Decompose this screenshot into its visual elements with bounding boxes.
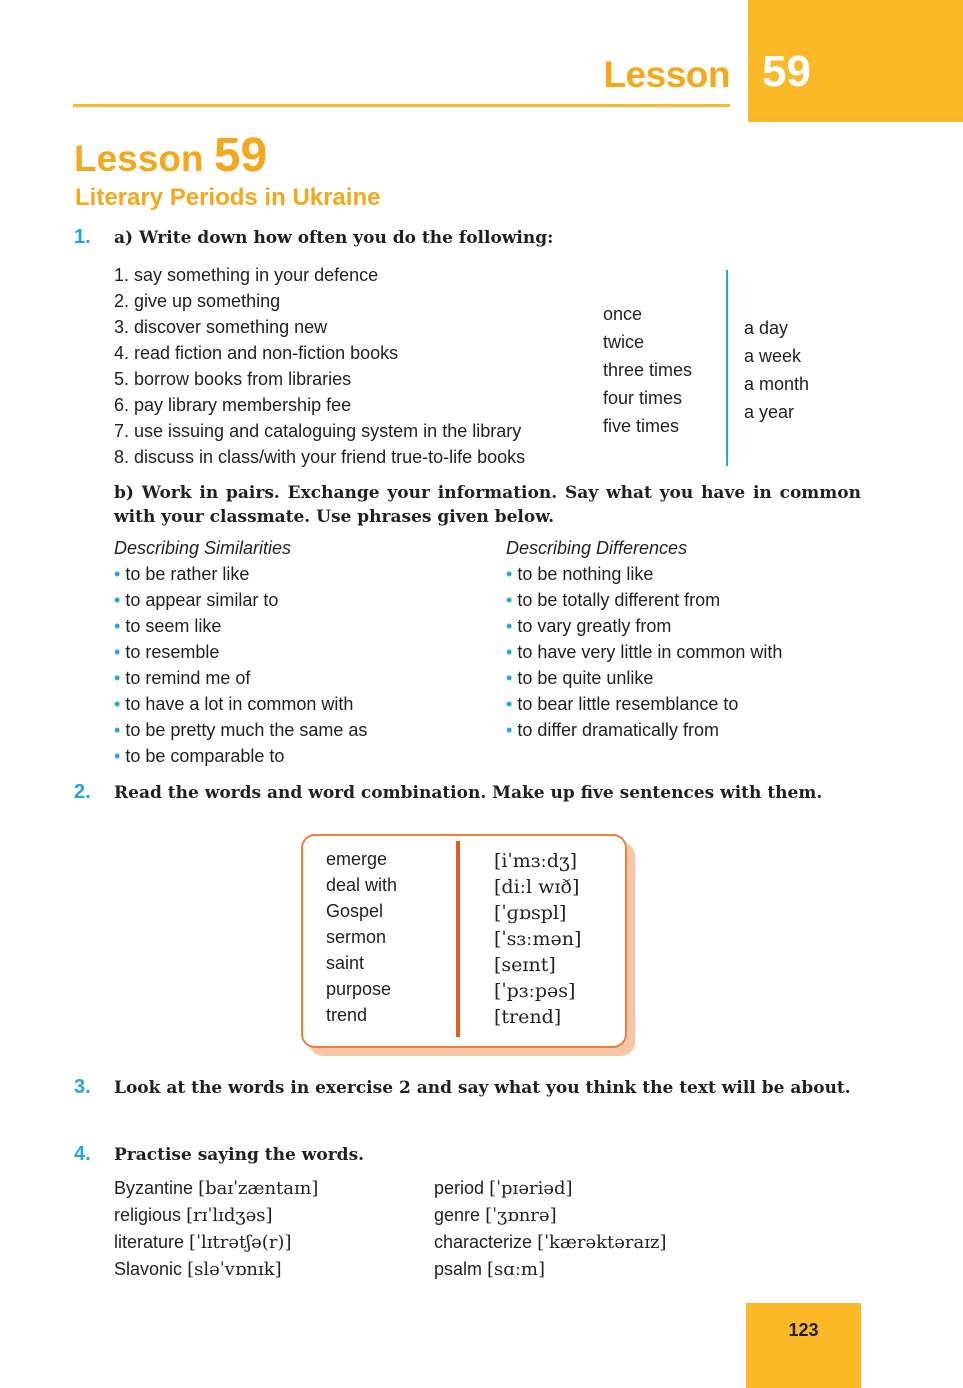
list-item: • to differ dramatically from [506,720,720,740]
bullet-icon: • [114,642,126,662]
list-item: • to be pretty much the same as [114,720,368,740]
list-item: deal with [326,875,398,895]
period-list [744,314,809,426]
list-item: genre [ˈʒɒnrə] [434,1205,557,1226]
exercise-3-instruction: Look at the words in exercise 2 and say what you think the text will be about. [114,1078,851,1098]
list-item: • to appear similar to [114,590,279,610]
list-item: • to be totally different from [506,590,721,610]
page-number-box [746,1303,861,1388]
bullet-icon: • [114,616,126,636]
differences-list [506,535,782,743]
list-item: literature [ˈlɪtrətʃə(r)] [114,1232,292,1253]
frequency-list [603,300,692,440]
list-item: purpose [326,979,392,999]
list-item: a year [744,402,795,422]
list-item: 3. discover something new [114,317,328,337]
list-item: 6. pay library membership fee [114,395,352,415]
list-item: psalm [sɑːm] [434,1259,545,1280]
list-item: [ˈɡɒspl] [494,902,567,924]
list-item: twice [603,332,645,352]
list-item: a month [744,374,810,394]
list-item: 4. read fiction and non-fiction books [114,343,399,363]
list-item: a day [744,318,789,338]
list-item: Slavonic [sləˈvɒnɪk] [114,1259,282,1280]
lesson-title-number: 59 [213,129,268,182]
list-item: a week [744,346,802,366]
activities-list [114,262,525,470]
list-item: 7. use issuing and cataloguing system in the library [114,421,522,441]
bullet-icon: • [506,642,518,662]
list-item: saint [326,953,365,973]
list-item: • to be rather like [114,564,250,584]
word-box-divider [456,841,460,1037]
list-item: characterize [ˈkærəktəraɪz] [434,1232,667,1253]
exercise-2-number: 2. [74,781,91,803]
transcription-list [494,848,581,1030]
list-item: 8. discuss in class/with your friend true-to-life books [114,447,526,467]
header-lesson-label: Lesson [603,54,730,95]
list-item: 2. give up something [114,291,281,311]
bullet-icon: • [506,694,518,714]
word-list [326,846,397,1028]
bullet-icon: • [114,746,126,766]
bullet-icon: • [114,590,126,610]
list-item: • to resemble [114,642,220,662]
list-item: religious [rɪˈlɪdʒəs] [114,1205,273,1226]
bullet-icon: • [114,668,126,688]
exercise-1a-instruction: a) Write down how often you do the following: [114,228,554,248]
list-item: period [ˈpɪəriəd] [434,1178,573,1199]
bullet-icon: • [506,564,518,584]
bullet-icon: • [506,720,518,740]
list-item: emerge [326,849,388,869]
list-item: [trend] [494,1006,562,1028]
exercise-4-instruction: Practise saying the words. [114,1145,365,1165]
pronunciation-list-right [434,1175,667,1283]
list-item: • to have very little in common with [506,642,783,662]
list-item: sermon [326,927,387,947]
list-item: • to remind me of [114,668,251,688]
header-lesson-number: 59 [762,47,811,96]
similarities-heading: Describing Similarities [114,538,292,558]
bullet-icon: • [506,668,518,688]
list-item: 1. say something in your defence [114,265,379,285]
pronunciation-list-left [114,1175,318,1283]
bullet-icon: • [114,694,126,714]
list-item: three times [603,360,693,380]
list-item: Gospel [326,901,384,921]
list-item: [ˈsɜːmən] [494,928,582,950]
list-item: • to vary greatly from [506,616,672,636]
list-item: • to seem like [114,616,222,636]
list-item: five times [603,416,680,436]
list-item: Byzantine [baɪˈzæntaɪn] [114,1178,319,1199]
frequency-divider [726,270,728,466]
list-item: four times [603,388,683,408]
exercise-1b-instruction: b) Work in pairs. Exchange your information. Say what you have in common with your classmate. Use phrases given below. [114,483,861,527]
list-item: [seɪnt] [494,954,556,976]
list-item: 5. borrow books from libraries [114,369,352,389]
list-item: once [603,304,643,324]
list-item: [ˈpɜːpəs] [494,980,576,1002]
bullet-icon: • [506,590,518,610]
list-item: [iˈmɜːdʒ] [494,850,578,872]
exercise-4-number: 4. [74,1143,91,1165]
list-item: • to be nothing like [506,564,654,584]
list-item: • to be quite unlike [506,668,654,688]
list-item: trend [326,1005,368,1025]
page-number: 123 [788,1320,819,1340]
lesson-subtitle: Literary Periods in Ukraine [75,184,381,211]
differences-heading: Describing Differences [506,538,688,558]
similarities-list [114,535,367,769]
exercise-1-number: 1. [74,226,91,248]
bullet-icon: • [506,616,518,636]
exercise-3-number: 3. [74,1076,91,1098]
lesson-title [74,128,267,183]
bullet-icon: • [114,720,126,740]
list-item: [diːl wɪð] [494,876,580,898]
lesson-title-word: Lesson [74,138,204,179]
exercise-2-instruction: Read the words and word combination. Make up five sentences with them. [114,783,823,803]
header-lesson-number-box [748,0,963,122]
list-item: • to be comparable to [114,746,285,766]
list-item: • to have a lot in common with [114,694,354,714]
list-item: • to bear little resemblance to [506,694,739,714]
bullet-icon: • [114,564,126,584]
header-rule [73,104,730,107]
